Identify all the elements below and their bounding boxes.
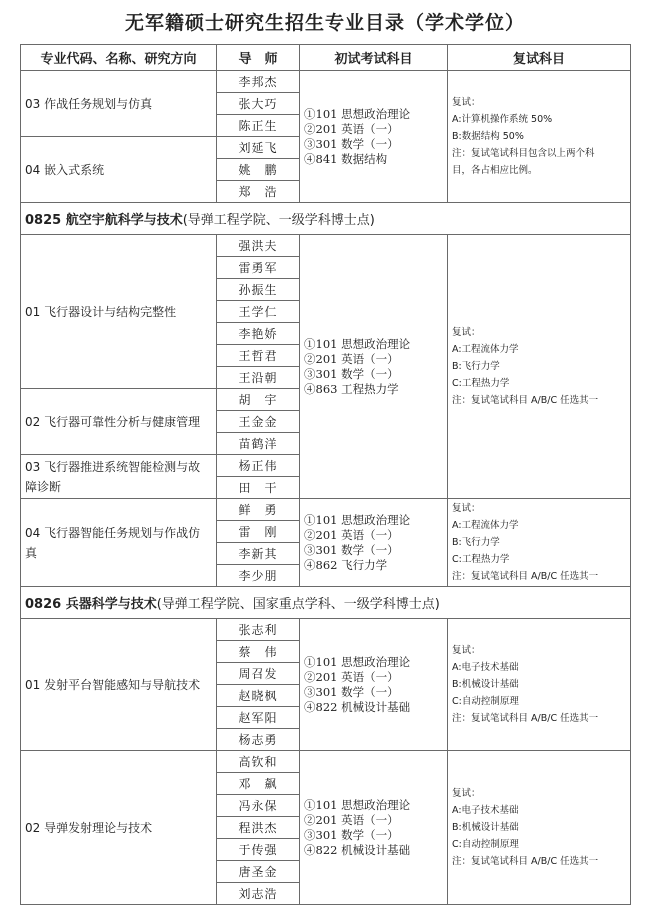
exam-line: ②201 英语（一） [304, 527, 399, 542]
exam-line: ①101 思想政治理论 [304, 512, 411, 527]
subject-code-name: 0825 航空宇航科学与技术 [25, 213, 183, 228]
retest-line: 注：复试笔试科目 A/B/C 任选其一 [452, 395, 599, 406]
exam-line: ④862 飞行力学 [304, 557, 388, 572]
retest-line: A:电子技术基础 [452, 805, 519, 816]
tutor-cell: 杨志勇 [217, 729, 300, 751]
retest-line: B:数据结构 50% [452, 131, 524, 142]
subject-code-name: 0826 兵器科学与技术 [25, 597, 157, 612]
tutor-cell: 于传强 [217, 839, 300, 861]
retest-line: 注：复试笔试科目 A/B/C 任选其一 [452, 856, 599, 867]
retest-subjects-cell [448, 619, 631, 751]
tutor-cell: 唐圣金 [217, 861, 300, 883]
retest-line: 目，各占相应比例。 [452, 165, 538, 176]
retest-subjects-cell [448, 235, 631, 499]
retest-line: A:工程流体力学 [452, 520, 519, 531]
retest-line: 复试： [452, 645, 481, 656]
exam-line: ④841 数据结构 [304, 151, 388, 166]
tutor-cell: 鲜 勇 [217, 499, 300, 521]
tutor-cell: 程洪杰 [217, 817, 300, 839]
tutor-cell: 刘延飞 [217, 137, 300, 159]
tutor-cell: 陈正生 [217, 115, 300, 137]
tutor-cell: 张大巧 [217, 93, 300, 115]
retest-line: 复试： [452, 503, 481, 514]
tutor-cell: 孙振生 [217, 279, 300, 301]
exam-line: ③301 数学（一） [304, 827, 399, 842]
exam-subjects-cell [300, 619, 448, 751]
exam-line: ③301 数学（一） [304, 684, 399, 699]
exam-line: ④863 工程热力学 [304, 381, 399, 396]
retest-line: A:工程流体力学 [452, 344, 519, 355]
tutor-cell: 张志利 [217, 619, 300, 641]
retest-line: C:自动控制原理 [452, 839, 519, 850]
exam-line: ②201 英语（一） [304, 669, 399, 684]
tutor-cell: 王沿朝 [217, 367, 300, 389]
exam-line: ①101 思想政治理论 [304, 336, 411, 351]
retest-line: 注：复试笔试科目 A/B/C 任选其一 [452, 571, 599, 582]
tutor-cell: 李少朋 [217, 565, 300, 587]
tutor-cell: 邓 飙 [217, 773, 300, 795]
header-direction: 专业代码、名称、研究方向 [21, 45, 217, 71]
retest-line: B:飞行力学 [452, 361, 500, 372]
retest-line: A:电子技术基础 [452, 662, 519, 673]
retest-line: 注：复试笔试科目 A/B/C 任选其一 [452, 713, 599, 724]
direction-cell: 03 作战任务规划与仿真 [21, 71, 217, 137]
header-tutor: 导 师 [217, 45, 300, 71]
tutor-cell: 雷 刚 [217, 521, 300, 543]
retest-subjects-cell [448, 499, 631, 587]
tutor-cell: 李新其 [217, 543, 300, 565]
subject-note: (导弹工程学院、国家重点学科、一级学科博士点) [156, 597, 440, 612]
retest-subjects-cell [448, 71, 631, 203]
tutor-cell: 胡 宇 [217, 389, 300, 411]
direction-cell: 01 发射平台智能感知与导航技术 [21, 619, 217, 751]
exam-line: ①101 思想政治理论 [304, 106, 411, 121]
tutor-cell: 王哲君 [217, 345, 300, 367]
exam-subjects-cell [300, 751, 448, 905]
direction-cell: 04 飞行器智能任务规划与作战仿真 [21, 499, 217, 587]
tutor-cell: 王学仁 [217, 301, 300, 323]
tutor-cell: 杨正伟 [217, 455, 300, 477]
retest-line: 注：复试笔试科目包含以上两个科 [452, 148, 595, 159]
exam-line: ②201 英语（一） [304, 351, 399, 366]
tutor-cell: 周召发 [217, 663, 300, 685]
exam-subjects-cell [300, 71, 448, 203]
retest-line: C:自动控制原理 [452, 696, 519, 707]
tutor-cell: 姚 鹏 [217, 159, 300, 181]
tutor-cell: 蔡 伟 [217, 641, 300, 663]
exam-line: ③301 数学（一） [304, 136, 399, 151]
tutor-cell: 李艳娇 [217, 323, 300, 345]
direction-cell: 04 嵌入式系统 [21, 137, 217, 203]
header-retest: 复试科目 [448, 45, 631, 71]
tutor-cell: 赵军阳 [217, 707, 300, 729]
retest-line: B:飞行力学 [452, 537, 500, 548]
exam-line: ④822 机械设计基础 [304, 699, 411, 714]
retest-line: C:工程热力学 [452, 554, 510, 565]
subject-note: (导弹工程学院、一级学科博士点) [182, 213, 375, 228]
exam-subjects-cell [300, 499, 448, 587]
exam-line: ③301 数学（一） [304, 366, 399, 381]
retest-line: 复试： [452, 97, 481, 108]
retest-line: B:机械设计基础 [452, 679, 519, 690]
tutor-cell: 冯永保 [217, 795, 300, 817]
direction-cell: 01 飞行器设计与结构完整性 [21, 235, 217, 389]
direction-cell: 02 飞行器可靠性分析与健康管理 [21, 389, 217, 455]
retest-line: B:机械设计基础 [452, 822, 519, 833]
retest-subjects-cell [448, 751, 631, 905]
retest-line: C:工程热力学 [452, 378, 510, 389]
header-row [21, 45, 631, 71]
exam-subjects-cell [300, 235, 448, 499]
tutor-cell: 强洪夫 [217, 235, 300, 257]
direction-cell: 03 飞行器推进系统智能检测与故障诊断 [21, 455, 217, 499]
tutor-cell: 刘志浩 [217, 883, 300, 905]
direction-cell: 02 导弹发射理论与技术 [21, 751, 217, 905]
tutor-cell: 苗鹤洋 [217, 433, 300, 455]
tutor-cell: 李邦杰 [217, 71, 300, 93]
tutor-cell: 田 干 [217, 477, 300, 499]
tutor-cell: 雷勇军 [217, 257, 300, 279]
subject-heading-row [21, 203, 631, 235]
retest-line: 复试： [452, 788, 481, 799]
catalog-table [20, 44, 631, 905]
tutor-cell: 郑 浩 [217, 181, 300, 203]
exam-line: ②201 英语（一） [304, 812, 399, 827]
header-exam: 初试考试科目 [300, 45, 448, 71]
exam-line: ①101 思想政治理论 [304, 654, 411, 669]
subject-heading-row [21, 587, 631, 619]
tutor-cell: 王金金 [217, 411, 300, 433]
exam-line: ②201 英语（一） [304, 121, 399, 136]
exam-line: ③301 数学（一） [304, 542, 399, 557]
tutor-cell: 赵晓枫 [217, 685, 300, 707]
retest-line: 复试： [452, 327, 481, 338]
page-title: 无军籍硕士研究生招生专业目录（学术学位） [124, 12, 525, 34]
retest-line: A:计算机操作系统 50% [452, 114, 553, 125]
exam-line: ④822 机械设计基础 [304, 842, 411, 857]
exam-line: ①101 思想政治理论 [304, 797, 411, 812]
tutor-cell: 高钦和 [217, 751, 300, 773]
